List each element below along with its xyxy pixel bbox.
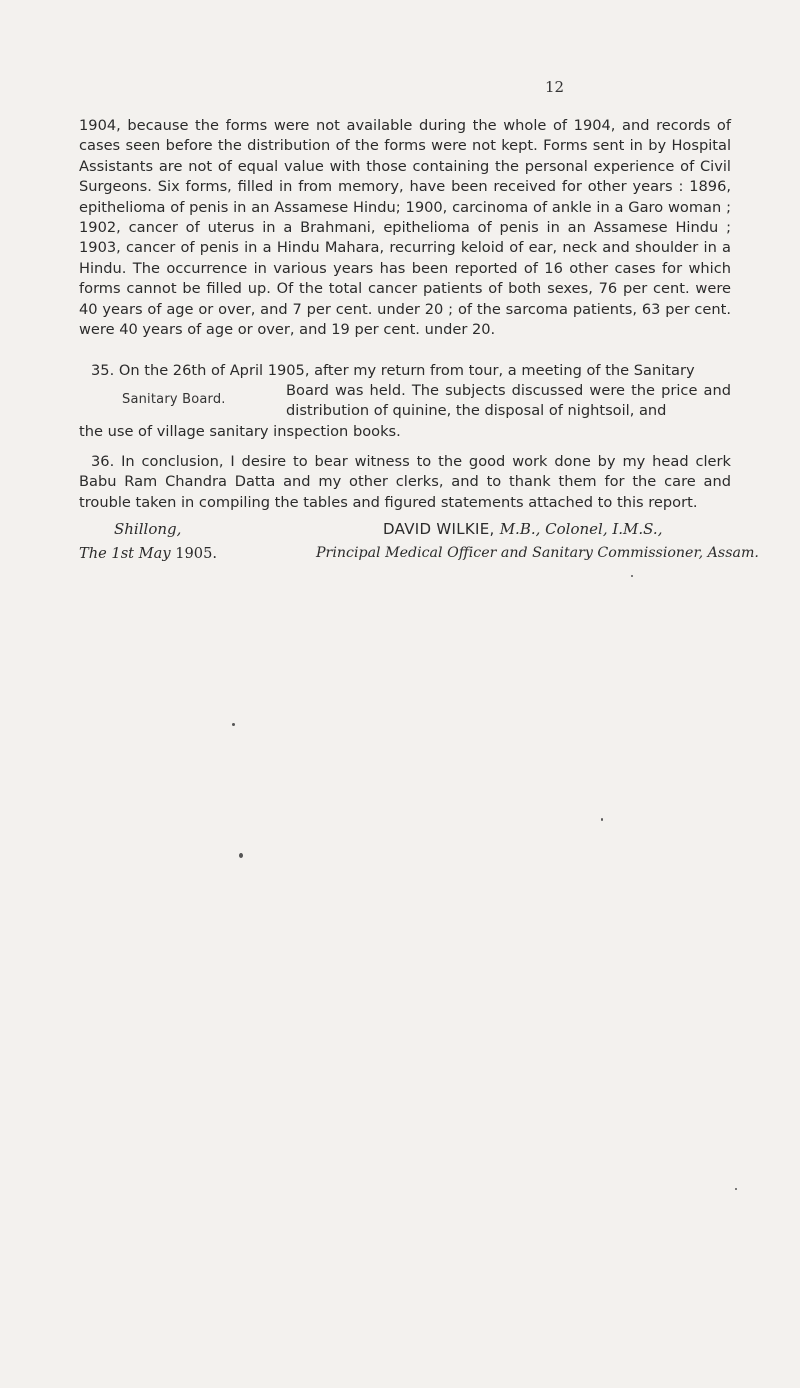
- paper-speck: [735, 1188, 737, 1190]
- page-number: 12: [545, 78, 565, 96]
- signatory-credentials: M.B., Colonel, I.M.S.,: [499, 520, 663, 538]
- signature-date-prefix: The 1st May: [79, 545, 171, 562]
- signature-place: Shillong,: [114, 520, 182, 538]
- body-paragraph-intro: [79, 116, 731, 340]
- margin-sidenote: Sanitary Board.: [122, 392, 226, 407]
- paragraph-35-last-line: the use of village sanitary inspection books.: [79, 423, 401, 440]
- paper-speck: [232, 723, 235, 726]
- paragraph-35-wrapped-text: Board was held. The subjects discussed were the price and distribution of quinine, the disposal of nightsoil, and: [286, 382, 731, 420]
- paper-speck: [601, 818, 603, 821]
- paragraph-36: 36. In conclusion, I desire to bear witness to the good work done by my head clerk Babu Ram Chandra Datta and my other clerks, and to thank them for the care and trouble taken in compiling the tables and figured statements attached to this report.: [79, 453, 731, 511]
- signatory-name: DAVID WILKIE,: [383, 520, 495, 538]
- paragraph-text: 1904, because the forms were not available during the whole of 1904, and records of cases seen before the distribution of the forms were not kept. Forms sent in by Hospital Assistants are not of equal value with those containing the personal experience of Civil Surgeons. Six forms, filled in from memory, have been received for other years : 1896, epithelioma of penis in an Assamese Hindu; 1900, carcinoma of ankle in a Garo woman ; 1902, cancer of uterus in a Brahmani, epithelioma of penis in an Assamese Hindu ; 1903, cancer of penis in a Hindu Mahara, recurring keloid of ear, neck and shoulder in a Hindu. The occurrence in various years has been reported of 16 other cases for which forms cannot be filled up. Of the total cancer patients of both sexes, 76 per cent. were 40 years of age or over, and 7 per cent. under 20 ; of the sarcoma patients, 63 per cent. were 40 years of age or over, and 19 per cent. under 20.: [79, 117, 731, 339]
- paper-speck: [239, 853, 243, 858]
- signature-date-year: 1905.: [175, 545, 217, 562]
- paper-speck: [631, 575, 633, 577]
- signature-title: Principal Medical Officer and Sanitary Commissioner, Assam.: [316, 545, 759, 561]
- signature-date: [79, 545, 217, 562]
- paragraph-35-first-line: 35. On the 26th of April 1905, after my return from tour, a meeting of the Sanitary: [91, 362, 695, 379]
- signature-name: [383, 520, 662, 538]
